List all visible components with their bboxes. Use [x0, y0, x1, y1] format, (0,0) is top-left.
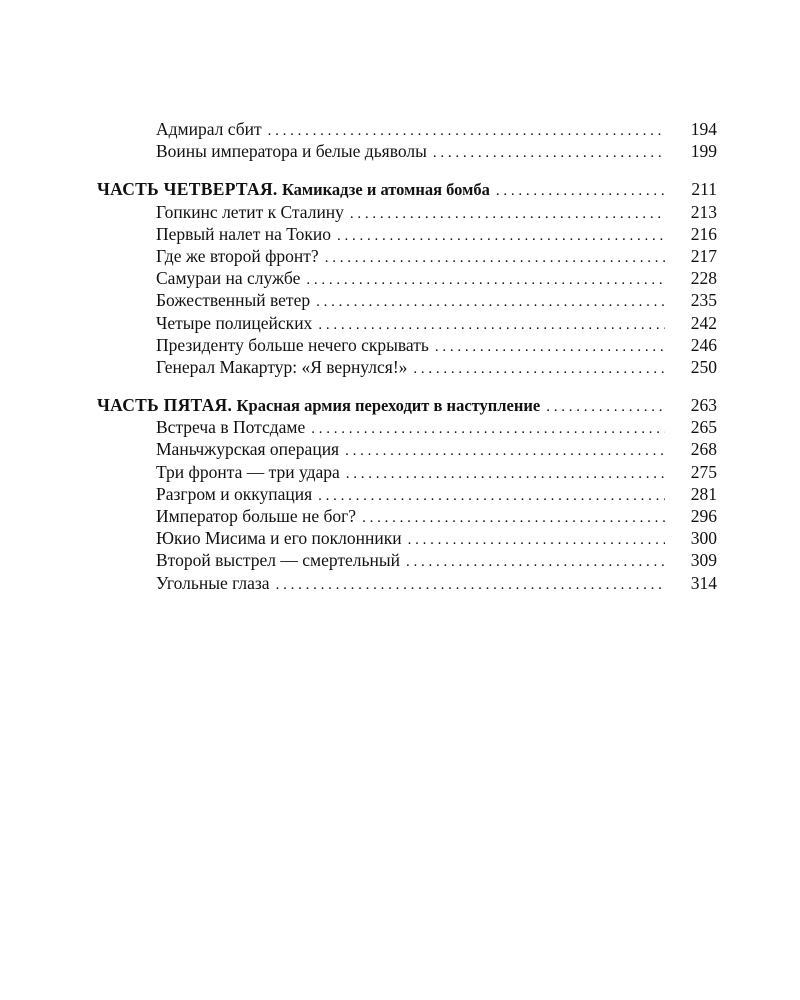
- toc-entry-title: Адмирал сбит: [156, 119, 262, 139]
- toc-entry: [97, 223, 717, 245]
- toc-entry-page: 265: [690, 417, 717, 438]
- toc-entry-page: 246: [690, 334, 717, 355]
- dot-leader: [496, 180, 665, 202]
- toc-entry: [97, 461, 717, 483]
- toc-entry-title: Второй выстрел — смертельный: [156, 550, 400, 571]
- toc-entry-title: Три фронта — три удара: [156, 461, 340, 482]
- toc-entry-page: 216: [690, 223, 717, 244]
- toc-entry-page: 275: [690, 461, 717, 482]
- toc-entry-page: 300: [690, 528, 717, 549]
- dot-leader: [318, 485, 665, 507]
- toc-entry-title: Встреча в Потсдаме: [156, 417, 306, 438]
- dot-leader: [433, 142, 665, 164]
- toc-entry: [97, 505, 717, 527]
- toc-entry-page: 194: [690, 119, 717, 139]
- dot-leader: [406, 551, 665, 573]
- toc-entry: [97, 245, 717, 267]
- toc-entry-title: Божественный ветер: [156, 290, 311, 311]
- toc-entry: [97, 201, 717, 223]
- toc-entry-title: Генерал Макартур: «Я вернулся!»: [156, 356, 408, 377]
- toc-part-heading: [97, 394, 717, 416]
- toc-entry: [97, 140, 717, 162]
- toc-entry-title: Разгром и оккупация: [156, 483, 313, 504]
- toc-entry-page: 281: [690, 483, 717, 504]
- toc-entry-page: 242: [690, 312, 717, 333]
- toc-entry-title: Угольные глаза: [156, 572, 270, 593]
- dot-leader: [316, 291, 665, 313]
- toc-entry-page: 268: [690, 439, 717, 460]
- dot-leader: [337, 225, 665, 247]
- dot-leader: [345, 440, 665, 462]
- toc-entry-page: 217: [690, 245, 717, 266]
- toc-entry: [97, 356, 717, 378]
- dot-leader: [306, 269, 665, 291]
- toc-entry-page: 211: [691, 179, 717, 200]
- toc-entry-page: 199: [690, 141, 717, 162]
- toc-entry: [97, 267, 717, 289]
- toc-entry-page: 228: [690, 268, 717, 289]
- toc-entry: [97, 438, 717, 460]
- toc-entry-title: Самураи на службе: [156, 268, 301, 289]
- dot-leader: [346, 463, 665, 485]
- toc-entry: [97, 416, 717, 438]
- dot-leader: [318, 314, 665, 336]
- toc-entry-title: Гопкинс летит к Сталину: [156, 201, 344, 222]
- dot-leader: [276, 574, 665, 596]
- dot-leader: [325, 247, 665, 269]
- toc-entry: [97, 483, 717, 505]
- toc-entry: [97, 572, 717, 594]
- dot-leader: [311, 418, 665, 440]
- dot-leader: [408, 529, 665, 551]
- toc-entry-page: 314: [690, 572, 717, 593]
- part-label: ЧАСТЬ ЧЕТВЕРТАЯ.: [97, 179, 278, 200]
- toc-entry: [97, 527, 717, 549]
- toc-entry: [97, 118, 717, 140]
- dot-leader: [350, 203, 665, 225]
- toc-entry: [97, 549, 717, 571]
- toc-entry: [97, 289, 717, 311]
- toc-entry-page: 309: [690, 550, 717, 571]
- toc-entry-title: Маньчжурская операция: [156, 439, 340, 460]
- toc-entry-page: 296: [690, 506, 717, 526]
- toc-entry-title: Четыре полицейских: [156, 312, 313, 333]
- part-label: ЧАСТЬ ПЯТАЯ.: [97, 395, 233, 416]
- toc-entry-page: 250: [690, 356, 717, 377]
- part-title: Красная армия переходит в наступление: [236, 396, 541, 416]
- dot-leader: [268, 120, 665, 142]
- toc-entry-title: Где же второй фронт?: [156, 245, 319, 266]
- toc-entry-title: Первый налет на Токио: [156, 223, 331, 244]
- part-title: Камикадзе и атомная бомба: [281, 180, 490, 200]
- toc-part-heading: [97, 178, 717, 200]
- toc-entry: [97, 312, 717, 334]
- dot-leader: [362, 507, 665, 529]
- toc-entry-page: 213: [690, 201, 717, 222]
- toc-entry-title: Воины императора и белые дьяволы: [156, 141, 427, 162]
- dot-leader: [413, 358, 665, 380]
- toc-entry-title: Император больше не бог?: [156, 506, 357, 526]
- toc-entry-title: Юкио Мисима и его поклонники: [156, 528, 402, 549]
- dot-leader: [546, 396, 665, 418]
- toc-entry-title: Президенту больше нечего скрывать: [156, 334, 429, 355]
- table-of-contents: [97, 118, 717, 594]
- toc-entry-page: 263: [690, 395, 717, 416]
- dot-leader: [435, 336, 665, 358]
- toc-entry: [97, 334, 717, 356]
- toc-entry-page: 235: [690, 290, 717, 311]
